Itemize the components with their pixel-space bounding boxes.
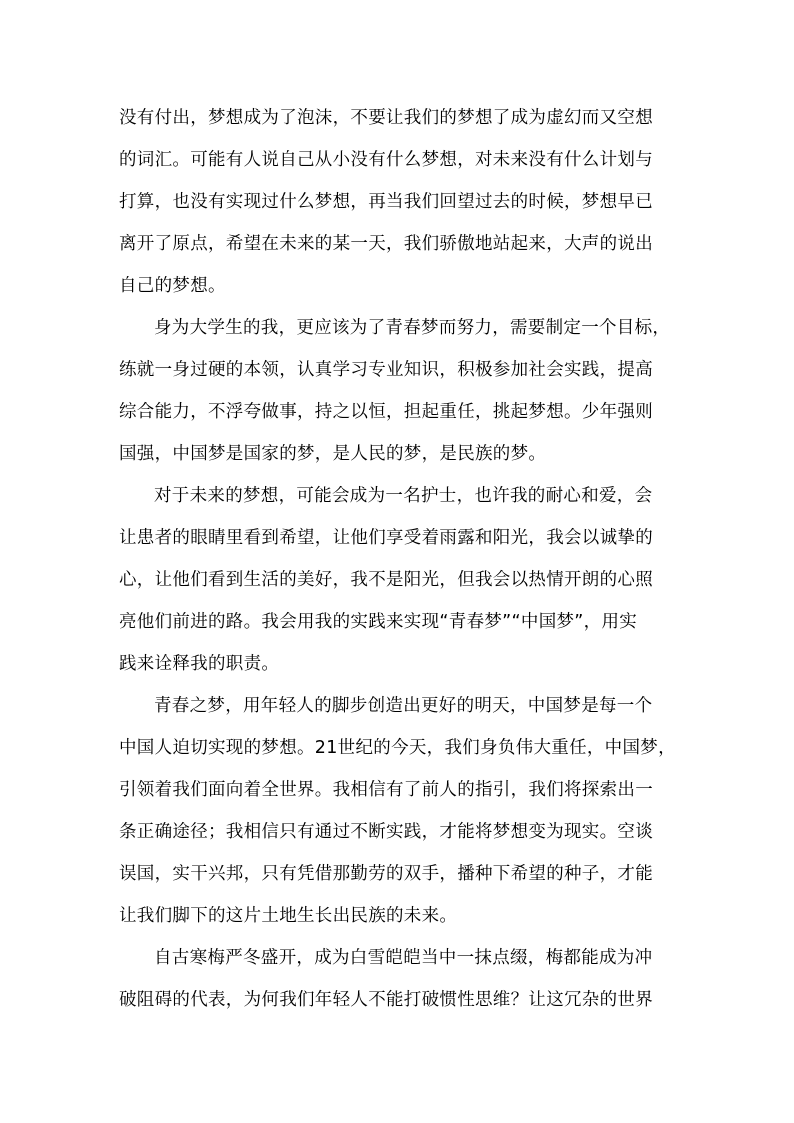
text-line: 身为大学生的我，更应该为了青春梦而努力，需要制定一个目标， xyxy=(154,318,671,338)
text-line: 破阻碍的代表，为何我们年轻人不能打破惯性思维？让这冗杂的世界 xyxy=(119,990,653,1010)
text-line: 没有付出，梦想成为了泡沫，不要让我们的梦想了成为虚幻而又空想 xyxy=(119,108,653,128)
text-line: 条正确途径；我相信只有通过不断实践，才能将梦想变为现实。空谈 xyxy=(119,822,653,842)
text-line: 践来诠释我的职责。 xyxy=(119,654,280,674)
text-line: 引领着我们面向着全世界。我相信有了前人的指引，我们将探索出一 xyxy=(119,780,653,800)
text-line: 亮他们前进的路。我会用我的实践来实现“青春梦”“中国梦”，用实 xyxy=(119,612,638,632)
text-line: 离开了原点，希望在未来的某一天，我们骄傲地站起来，大声的说出 xyxy=(119,234,653,254)
paragraph xyxy=(119,937,689,1021)
paragraph xyxy=(119,475,689,685)
text-line: 练就一身过硬的本领，认真学习专业知识，积极参加社会实践，提高 xyxy=(119,360,653,380)
text-line: 对于未来的梦想，可能会成为一名护士，也许我的耐心和爱，会 xyxy=(154,486,653,506)
text-line: 中国人迫切实现的梦想。21世纪的今天，我们身负伟大重任，中国梦， xyxy=(119,738,676,758)
document-body xyxy=(119,97,689,1021)
text-line: 的词汇。可能有人说自己从小没有什么梦想，对未来没有什么计划与 xyxy=(119,150,653,170)
paragraph xyxy=(119,97,689,307)
text-line: 自己的梦想。 xyxy=(119,276,226,296)
text-line: 青春之梦，用年轻人的脚步创造出更好的明天，中国梦是每一个 xyxy=(154,696,653,716)
text-line: 综合能力，不浮夸做事，持之以恒，担起重任，挑起梦想。少年强则 xyxy=(119,402,653,422)
text-line: 误国，实干兴邦，只有凭借那勤劳的双手，播种下希望的种子，才能 xyxy=(119,864,653,884)
text-line: 国强，中国梦是国家的梦，是人民的梦，是民族的梦。 xyxy=(119,444,547,464)
paragraph xyxy=(119,685,689,937)
text-line: 心，让他们看到生活的美好，我不是阳光，但我会以热情开朗的心照 xyxy=(119,570,653,590)
text-line: 让我们脚下的这片土地生长出民族的未来。 xyxy=(119,906,458,926)
text-line: 打算，也没有实现过什么梦想，再当我们回望过去的时候，梦想早已 xyxy=(119,192,653,212)
paragraph xyxy=(119,307,689,475)
text-line: 自古寒梅严冬盛开，成为白雪皑皑当中一抹点缀，梅都能成为冲 xyxy=(154,948,653,968)
text-line: 让患者的眼睛里看到希望，让他们享受着雨露和阳光，我会以诚挚的 xyxy=(119,528,653,548)
